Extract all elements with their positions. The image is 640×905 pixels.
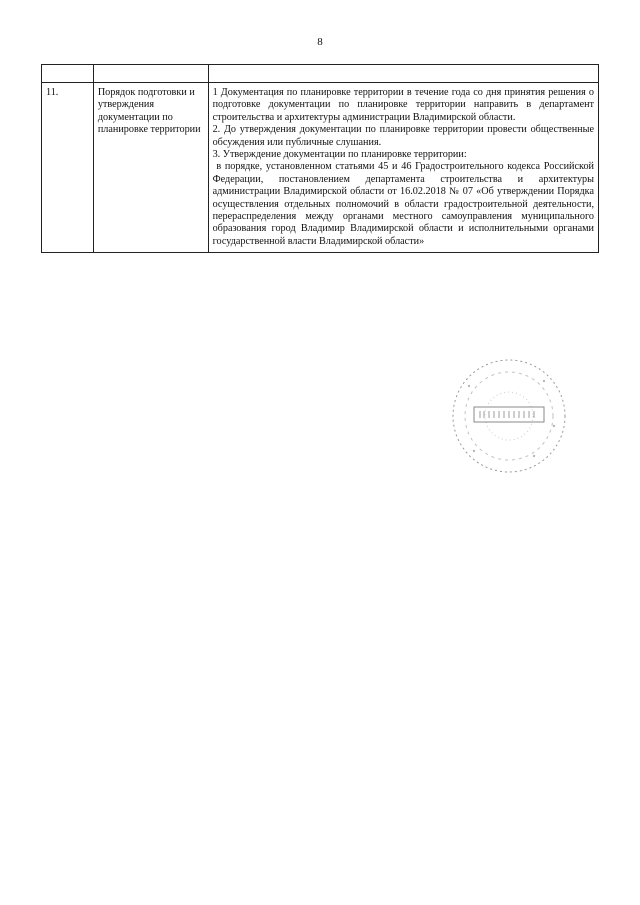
content-paragraph-3: 3. Утверждение документации по планировке территории: bbox=[212, 149, 467, 161]
table-header-row bbox=[42, 65, 599, 83]
header-cell-content bbox=[208, 65, 598, 83]
official-seal-icon bbox=[444, 356, 574, 476]
row-content bbox=[208, 83, 598, 253]
row-title: Порядок подготовки и утверждения документации по планировке территории bbox=[93, 83, 208, 253]
row-number: 11. bbox=[42, 83, 94, 253]
content-paragraph-2: 2. До утверждения документации по планировке территории провести общественные обсуждения или публичные слушания. bbox=[212, 124, 594, 148]
table-row bbox=[42, 83, 599, 253]
header-cell-name bbox=[93, 65, 208, 83]
content-paragraph-1: 1 Документация по планировке территории в течение года со дня принятия решения о подготовке документации по планировке территории направить в департамент строительства и архитектуры администрации Владимирской области. bbox=[212, 87, 594, 123]
document-table bbox=[41, 64, 599, 253]
content-paragraph-4: в порядке, установленном статьями 45 и 46 Градостроительного кодекса Российской Федерации, постановлением департамента строительства и архитектуры администрации Владимирской области от 16.02.2018 № 07 «Об утверждении Порядка осуществления отдельных полномочий в области градостроительной деятельности, перераспределения между органами местного самоуправления муниципального образования город Владимир Владимирской области и исполнительными органами государственной власти Владимирской области» bbox=[212, 161, 597, 247]
header-cell-num bbox=[42, 65, 94, 83]
page-number: 8 bbox=[317, 36, 323, 48]
